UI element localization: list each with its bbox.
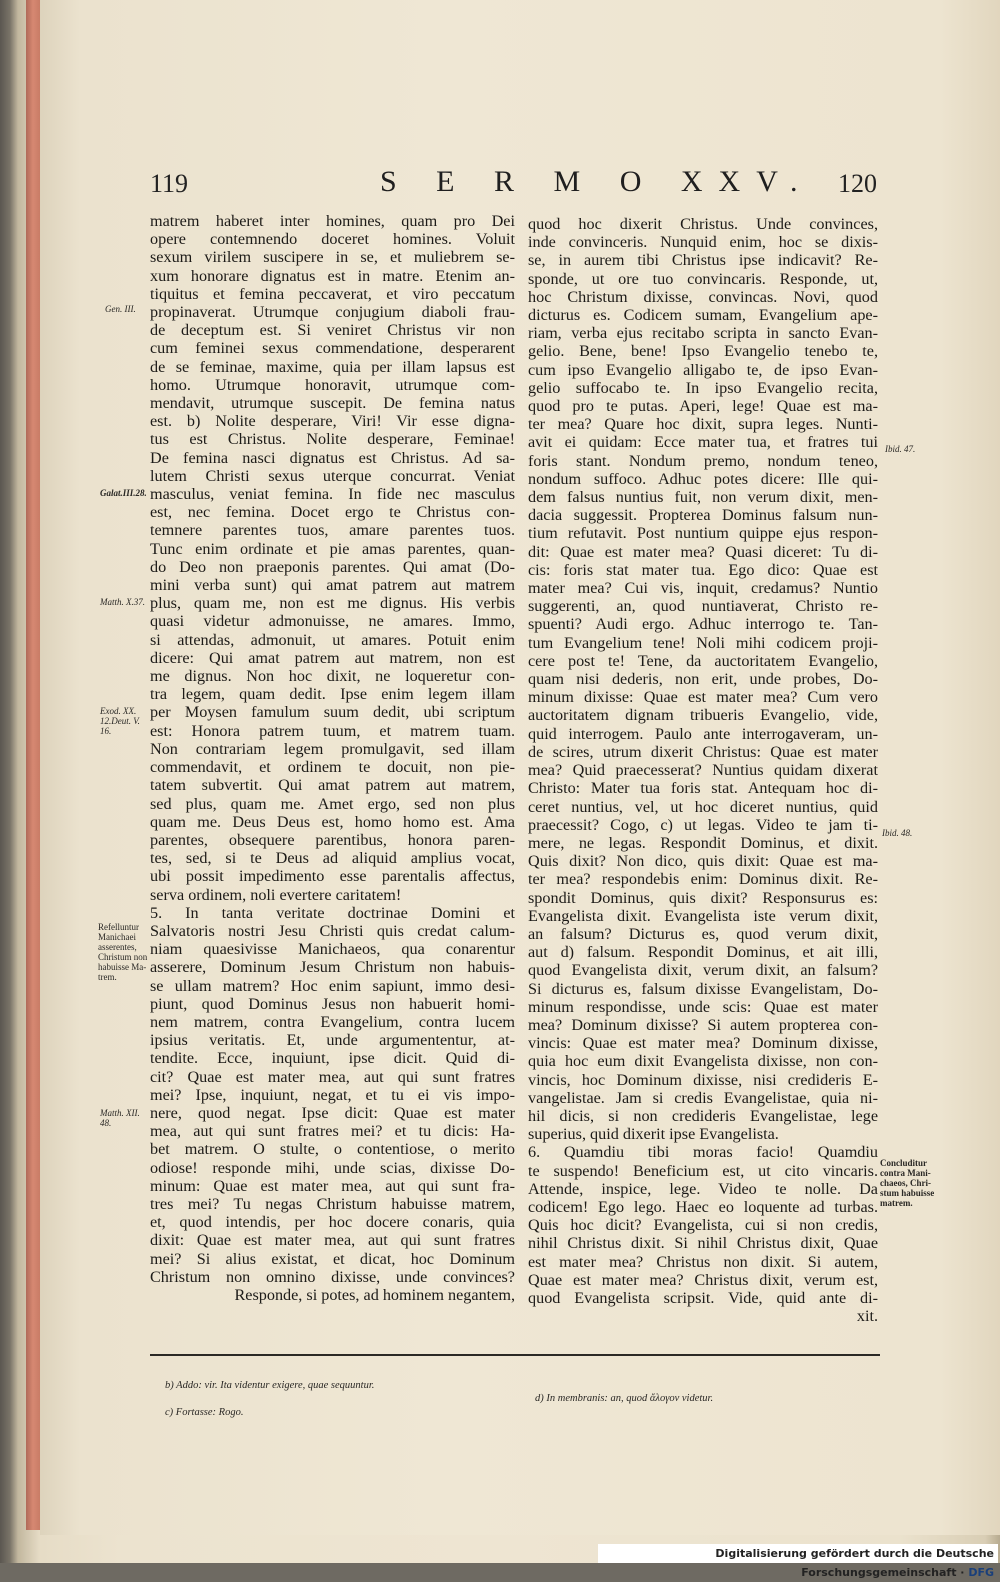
text-line: est, nec femina. Docet ergo te Christus con- [150, 503, 515, 522]
margin-line: 48. [100, 1118, 112, 1128]
footnote-b: b) Addo: vir. Ita videntur exigere, quae sequuntur. [165, 1380, 375, 1391]
text-line: quod Evangelista scripsit. Vide, quid ante di- [528, 1288, 878, 1307]
text-line: Si dicturus es, falsum dixisse Evangelistam, Do- [528, 979, 878, 998]
text-line: Christo: Mater tua foris stat. Antequam hoc di- [528, 779, 878, 798]
margin-note-galat: Galat.III.28. [100, 488, 147, 498]
text-line: ipsius veritatis. Et, unde argumententur, at- [150, 1031, 515, 1050]
page-edge [26, 0, 40, 1530]
text-line: gelio. Bene, bene! Ipso Evangelio tenebo te, [528, 342, 878, 361]
text-line: lutem Christi sexus uterque concurrat. Veniat [150, 466, 515, 485]
text-line: ter mea? Quare hoc dixit, supra leges. Nunti- [528, 415, 878, 434]
text-line: vangelistae. Jam si credis Evangelistae, quia ni- [528, 1088, 878, 1107]
text-line: tatem subvertit. Qui amat patrem aut matrem, [150, 776, 515, 795]
text-line: piunt, quod Dominus Jesus non habuerit homi- [150, 994, 515, 1013]
footnote-c: c) Fortasse: Rogo. [165, 1407, 244, 1418]
text-line: dixit: Quae est mater mea, aut qui sunt fratres [150, 1231, 515, 1250]
footnote-d: d) In membranis: an, quod ἄλογον videtur. [535, 1393, 714, 1404]
text-line: sexum virilem suscipere in se, et muliebrem se- [150, 248, 515, 267]
text-line: cis: foris stat mater tua. Ego dico: Quae est [528, 560, 878, 579]
text-line: Quis dixit? Non dico, quis dixit: Quae est ma- [528, 852, 878, 871]
text-line: ter mea? respondebis enim: Dominus dixit. Re- [528, 870, 878, 889]
text-line: commendavit, et ordinem te docuit, non pie- [150, 758, 515, 777]
text-line: hoc Christum dixisse, convincas. Novi, quod [528, 287, 878, 306]
text-line: plus, quam me, non est me dignus. His verbis [150, 594, 515, 613]
text-line: tium refutavit. Post nuntium quippe ejus respon- [528, 524, 878, 543]
text-line: praecessit? Cogo, c) ut legas. Video te jam ti- [528, 815, 878, 834]
text-line: tres mei? Tu negas Christum habuisse matrem, [150, 1194, 515, 1213]
text-line: est. b) Nolite desperare, Viri! Vir esse digna- [150, 412, 515, 431]
text-line: cere post te! Tene, da auctoritatem Evangelio, [528, 651, 878, 670]
text-line: riam, verba ejus recitabo scripta in sancto Evan- [528, 324, 878, 343]
text-line: tus est Christus. Nolite desperare, Feminae! [150, 430, 515, 449]
text-line: parentes, obsequere parentibus, honora paren- [150, 830, 515, 849]
text-line: auctoritatem dignam tribueris Evangelio, vide, [528, 706, 878, 725]
text-line: tendite. Ecce, inquiunt, ipse dicit. Quid di- [150, 1049, 515, 1068]
text-line: mater mea? Cui vis, inquit, credamus? Nuntio [528, 579, 878, 598]
footer-text: Digitalisierung gefördert durch die Deutsche Forschungsgemeinschaft [715, 1547, 994, 1579]
text-line: codicem! Ego lego. Haec eo loquente ad turbas. [528, 1197, 878, 1216]
text-line: Quis hoc dicit? Evangelista, cui si non credis, [528, 1216, 878, 1235]
text-line: de deceptum est. Si veniret Christus vir non [150, 321, 515, 340]
text-line: est mater mea? Christus non dixit. Si autem, [528, 1252, 878, 1271]
text-line: mendavit, utrumque suscepit. De femina natus [150, 394, 515, 413]
text-line: matrem haberet inter homines, quam pro Dei [150, 212, 515, 230]
text-line: dem falsus nuntius fuit, non verum dixit, men- [528, 488, 878, 507]
text-line: quasi videtur admonuisse, ne amares. Immo, [150, 612, 515, 631]
text-line: se, in aurem tibi Christus ipse indicavit? Re- [528, 251, 878, 270]
text-line: dacia suggessit. Propterea Dominus falsum nun- [528, 506, 878, 525]
text-line: per Moysen famulum suum dedit, ubi scriptum [150, 703, 515, 722]
text-line: Evangelista dixit. Evangelista iste verum dixit, [528, 906, 878, 925]
margin-note-matth-x: Matth. X.37. [100, 597, 145, 607]
text-line: tra legem, quam dedit. Ipse enim legem illam [150, 685, 515, 704]
text-line: mea, aut qui sunt fratres mei? et tu dicis: Ha- [150, 1122, 515, 1141]
margin-line: Exod. XX. [100, 706, 137, 716]
text-line: Responde, si potes, ad hominem negantem, [234, 1285, 515, 1304]
text-line: superius, quid dixerit ipse Evangelista. [528, 1125, 779, 1144]
text-line: tes, sed, si te Deus ad aliquid amplius vocat, [150, 849, 515, 868]
margin-line: habuisse Ma- [98, 962, 147, 972]
text-line: De femina nasci dignatus est Christus. Ad sa- [150, 448, 515, 467]
margin-note-matth-xii [100, 1108, 140, 1128]
text-line: niam quaesivisse Manichaeos, qua conarentur [150, 940, 515, 959]
text-line: hil dicis, si non credideris Evangelistae, lege [528, 1106, 878, 1125]
margin-note-exod [100, 706, 140, 736]
margin-line: 16. [100, 726, 112, 736]
text-line: est: Honora patrem tuum, et matrem tuam. [150, 721, 515, 740]
margin-line: trem. [98, 972, 117, 982]
text-line: quid interrogem. Paulo ante interrogaveram, un- [528, 724, 878, 743]
text-line: mere, ne legas. Respondit Dominus, et dixit. [528, 833, 878, 852]
text-line: xum honorare dignatus est in matre. Etenim an- [150, 266, 515, 285]
text-line: ceret nuntius, vel, ut hoc diceret nuntius, quid [528, 797, 878, 816]
text-line: nere, quod negat. Ipse dicit: Quae est mater [150, 1103, 515, 1122]
footnote-rule [150, 1354, 880, 1356]
text-line: propinaverat. Utrumque conjugium diaboli frau- [150, 303, 515, 322]
text-line: cum feminei sexus commendatione, desperarent [150, 339, 515, 358]
text-line: de se feminae, maxime, quia per illam lapsus est [150, 357, 515, 376]
text-line: quod hoc dixerit Christus. Unde convinces, [528, 215, 878, 233]
running-title: S E R M O XXV. [380, 165, 814, 198]
text-line: spuenti? Audi ergo. Adhuc interrogo te. Tan- [528, 615, 878, 634]
text-line: spondit Dominus, quis dixit? Responsurus es: [528, 888, 878, 907]
text-line: quod Evangelista dixit, verum dixit, an falsum? [528, 961, 878, 980]
text-line: mini verba sunt) qui amat patrem aut matrem [150, 576, 515, 595]
text-line: nem matrem, contra Evangelium, contra lucem [150, 1012, 515, 1031]
text-line: tiquitus et femina peccaverat, et viro peccatum [150, 284, 515, 303]
text-line: Non contrariam legem promulgavit, sed illam [150, 739, 515, 758]
text-line: de scires, utrum dixerit Christus: Quae est mater [528, 742, 878, 761]
text-line: Salvatoris nostri Jesu Christi quis credat calum- [150, 921, 515, 940]
text-line: opere contemnendo doceret homines. Voluit [150, 230, 515, 249]
margin-line: Matth. XII. [100, 1108, 140, 1118]
text-line: quod pro te putas. Aperi, lege! Quae est ma- [528, 397, 878, 416]
page-number-left: 119 [150, 169, 189, 198]
text-line: inde convinceris. Nunquid enim, hoc se dixis- [528, 233, 878, 252]
margin-note-ibid-48: Ibid. 48. [882, 828, 913, 838]
text-line: quam me. Deus Deus est, homo homo est. Ama [150, 812, 515, 831]
text-line: cum ipso Evangelio alligabo te, de ipso Evan- [528, 360, 878, 379]
margin-line: Concluditur [880, 1158, 928, 1168]
text-line: mea? Dominum dixisse? Si autem propterea con- [528, 1015, 878, 1034]
text-line: minum respondisse, unde scis: Quae est mater [528, 997, 878, 1016]
margin-line: 12.Deut. V. [100, 716, 140, 726]
text-line: do Deo non praeponis parentes. Qui amat (Do- [150, 557, 515, 576]
text-line: dicere: Qui amat patrem aut matrem, non est [150, 648, 515, 667]
text-line: mea? Quid praecesserat? Nuntius quidam dixerat [528, 761, 878, 780]
text-line: dicturus es. Codicem sumam, Evangelium ape- [528, 306, 878, 325]
margin-line: chaeos, Chri- [880, 1178, 931, 1188]
text-line: asserere, Dominum Jesum Christum non habuis- [150, 958, 515, 977]
text-line: 6. Quamdiu tibi moras facio! Quamdiu [528, 1143, 878, 1162]
text-line: avit ei quidam: Ecce mater tua, et fratres tui [528, 433, 878, 452]
margin-note-ibid-47: Ibid. 47. [885, 444, 916, 454]
margin-line: stum habuisse [880, 1188, 935, 1198]
text-line: an falsum? Dicturus es, quod verum dixit, [528, 924, 878, 943]
margin-line: Manichaei [98, 932, 136, 942]
digitization-footer: Digitalisierung gefördert durch die Deutsche Forschungsgemeinschaft · DFG [598, 1544, 998, 1563]
text-line: sed plus, quam me. Amet ergo, sed non plus [150, 794, 515, 813]
page-number-right: 120 [838, 169, 877, 198]
running-header [0, 165, 1000, 205]
dfg-logo: DFG [968, 1566, 994, 1579]
text-line: mei? Si alius existat, et dicat, hoc Dominum [150, 1249, 515, 1268]
margin-line: Christum non [98, 952, 148, 962]
text-line: Attende, inspice, lege. Video te nolle. Da [528, 1179, 878, 1198]
text-line: xit. [856, 1307, 878, 1326]
text-line: homo. Utrumque honoravit, utrumque com- [150, 375, 515, 394]
text-line: si attendas, admonuit, ut amares. Potuit enim [150, 630, 515, 649]
text-line: Quae est mater mea? Christus dixit, verum est, [528, 1270, 878, 1289]
text-line: nihil Christus dixit. Si nihil Christus dixit, Quae [528, 1234, 878, 1253]
text-line: tum Evangelium tene! Noli mihi codicem proji- [528, 633, 878, 652]
text-line: odiose! responde mihi, unde scias, dixisse Do- [150, 1158, 515, 1177]
margin-line: asserentes, [98, 942, 137, 952]
text-line: gelio suffocabo te. In ipso Evangelio recita, [528, 378, 878, 397]
text-line: masculus, veniat femina. In fide nec masculus [150, 485, 515, 504]
text-line: sponde, ut ore tuo convincaris. Responde, ut, [528, 269, 878, 288]
text-line: minum dixisse: Quae est mater mea? Cum vero [528, 688, 878, 707]
text-line: quam nisi dederis, non erit, unde probes, Do- [528, 670, 878, 689]
left-text-column [150, 212, 515, 1304]
text-line: bet matrem. O stulte, o contentiose, o merito [150, 1140, 515, 1159]
margin-line: Refelluntur [98, 922, 139, 932]
right-text-column [528, 215, 878, 1325]
margin-note-gen: Gen. III. [105, 304, 136, 314]
text-line: temnere parentes tuos, amare parentes tuos. [150, 521, 515, 540]
text-line: aut d) falsum. Respondit Dominus, et ait illi, [528, 943, 878, 962]
text-line: 5. In tanta veritate doctrinae Domini et [150, 903, 515, 922]
text-line: serva ordinem, noli evertere caritatem! [150, 885, 402, 904]
text-line: vincis: Quae est mater mea? Dominum dixisse, [528, 1034, 878, 1053]
text-line: et, quod intendis, per hoc docere conaris, quia [150, 1213, 515, 1232]
text-line: minum: Quae est mater mea, aut qui sunt fra- [150, 1176, 515, 1195]
text-line: Tunc enim ordinate et pie amas parentes, quan- [150, 539, 515, 558]
text-line: dit: Quae est mater mea? Quasi diceret: Tu di- [528, 542, 878, 561]
text-line: suggerenti, an, quod nuntiaverat, Christo re- [528, 597, 878, 616]
text-line: vincis, hoc Dominum dixisse, nisi credideris E- [528, 1070, 878, 1089]
text-line: se ullam matrem? Hoc enim sapiunt, immo desi- [150, 976, 515, 995]
text-line: ubi possit impedimento esse parentalis affectus, [150, 867, 515, 886]
text-line: cit? Quae est mater mea, aut qui sunt fratres [150, 1067, 515, 1086]
text-line: mei? Ipse, inquiunt, negat, et tu ei vis impo- [150, 1085, 515, 1104]
text-line: foris stant. Nondum premo, nondum teneo, [528, 451, 878, 470]
text-line: Christum non omnino dixisse, unde convinces? [150, 1267, 515, 1286]
margin-note-concluditur [880, 1158, 934, 1208]
margin-note-refelluntur [98, 922, 147, 982]
margin-line: matrem. [880, 1198, 913, 1208]
text-line: quia hoc eum dixit Evangelista dixisse, non con- [528, 1052, 878, 1071]
margin-line: contra Mani- [880, 1168, 931, 1178]
text-line: te suspendo! Beneficium est, ut cito vincaris. [528, 1161, 878, 1180]
text-line: me dignus. Non hoc dixit, ne loqueretur con- [150, 667, 515, 686]
text-line: nondum suffoco. Adhuc potes dicere: Ille qui- [528, 469, 878, 488]
